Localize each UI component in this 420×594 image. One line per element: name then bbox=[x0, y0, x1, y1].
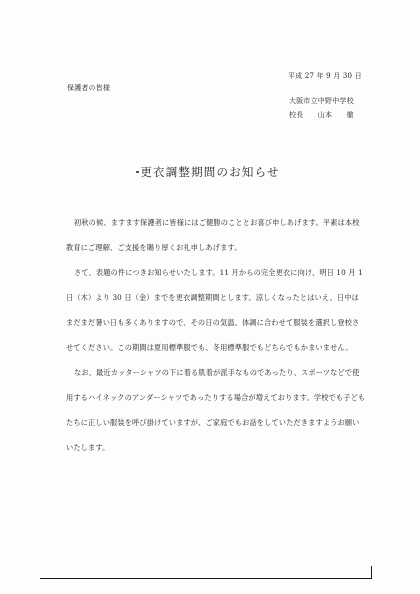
bottom-rule-corner bbox=[371, 566, 372, 579]
paragraph-greeting: 初秋の候、ますます保護者に皆様にはご健勝のこととお喜び申しあげます。平素は本校教育にご理解、ご支援を賜り厚くお礼申しあげます。 bbox=[66, 218, 360, 252]
bottom-rule bbox=[40, 578, 372, 579]
notice-title: 更衣調整期間のお知らせ bbox=[140, 165, 280, 179]
addressee: 保護者の皆様 bbox=[67, 84, 111, 92]
school-name: 大阪市立中野中学校 bbox=[289, 97, 354, 105]
notice-body bbox=[66, 210, 366, 460]
paragraph-period: さて、表題の件につきお知らせいたします。11 月からの完全更衣に向け、明日 10 月 1 日（木）より 30 日（金）までを更衣調整期間とします。涼しくなったとはいえ、日中はまだまだ暑い日も多くありますので、その日の気温、体調に合わせて服装を選択し登校させてください。この期間は夏用標準服でも、冬用標準服でもどちらでもかまいません。 bbox=[66, 268, 363, 352]
issue-date: 平成 27 年 9 月 30 日 bbox=[288, 72, 362, 80]
principal-name: 校長 山本 徹 bbox=[289, 111, 354, 119]
paragraph-request: なお、最近カッターシャツの下に着る肌着が派手なものであったり、スポーツなどで使用するハイネックのアンダーシャツであったりする場合が増えております。学校でも子どもたちに正しい服装を呼び掛けていますが、ご家庭でもお話をしていただきますようお願いいたします。 bbox=[66, 368, 366, 452]
